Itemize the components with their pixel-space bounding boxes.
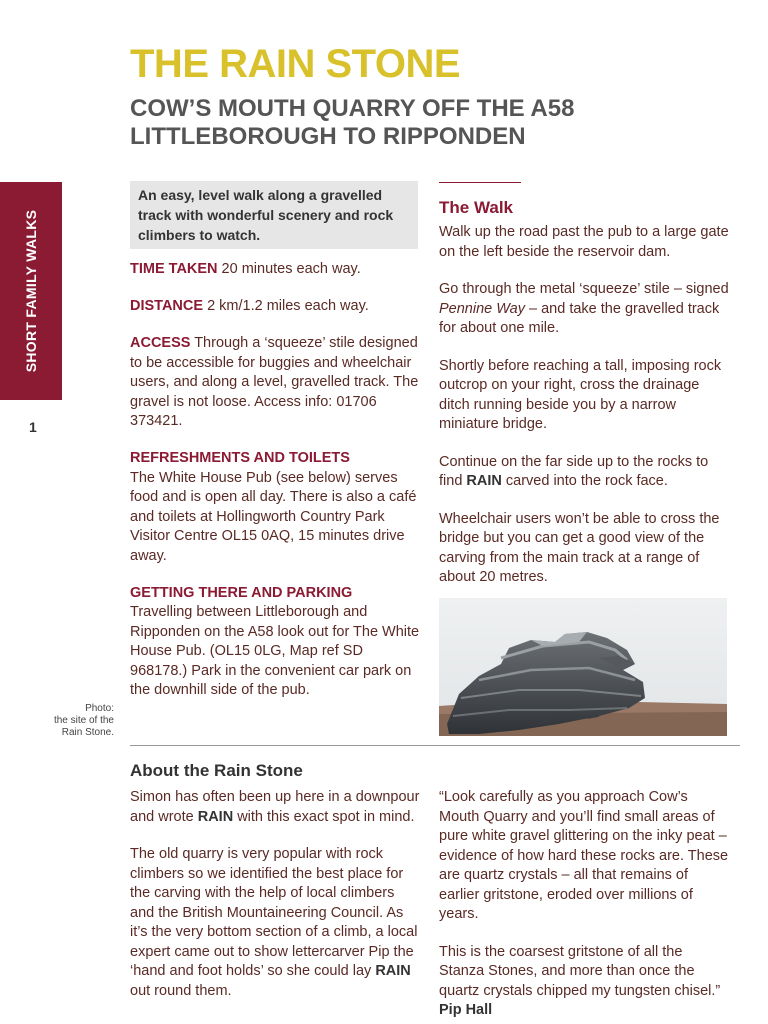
walk-directions-column — [439, 197, 729, 606]
side-tab-label: SHORT FAMILY WALKS — [23, 209, 39, 373]
photo-caption — [54, 703, 114, 739]
about-text: with this exact spot in mind. — [233, 808, 415, 825]
parking-value: Travelling between Littleborough and Ripponden on the A58 look out for The White House Pub. (OL15 0LG, Map ref SD 968178.) Park in the convenient car park on the downhill side of the pub. — [130, 604, 420, 698]
page-number: 1 — [29, 419, 37, 435]
photo-caption-line: Photo: — [85, 703, 114, 714]
parking-label: GETTING THERE AND PARKING — [130, 584, 353, 601]
about-right-column — [439, 788, 729, 1024]
walk-heading-rule — [439, 182, 521, 183]
section-divider — [130, 745, 740, 746]
refreshments-label: REFRESHMENTS AND TOILETS — [130, 450, 350, 466]
walk-text: Continue on the far side up to the rocks to find — [439, 453, 709, 489]
walk-paragraph: Walk up the road past the pub to a large gate on the left beside the reservoir dam. — [439, 224, 729, 260]
quote-paragraph — [439, 943, 729, 1021]
quote-paragraph: “Look carefully as you approach Cow’s Mouth Quarry and you’ll find small areas of pure white gravel glittering on the inky peat – evidence of how hard these rocks are. These are quartz crystals – all that remains of earlier gritstone, eroded over millions of years. — [439, 789, 729, 922]
walk-paragraph — [439, 453, 729, 492]
intro-summary: An easy, level walk along a gravelled track with wonderful scenery and rock climbers to watch. — [130, 181, 418, 249]
walk-paragraph: Shortly before reaching a tall, imposing rock outcrop on your right, cross the drainage ditch running beside you by a narrow miniature bridge. — [439, 357, 722, 432]
refreshments — [130, 449, 420, 566]
about-text: The old quarry is very popular with rock climbers so we identified the best place for the carving with the help of local climbers and the British Mountaineering Council. As it’s the very bottom section of a climb, a local expert came out to show lettercarver Pip the ‘hand and foot holds’ so she could lay — [130, 846, 418, 979]
walk-text-italic: Pennine Way — [439, 300, 525, 317]
photo-caption-line: the site of the — [53, 715, 114, 726]
walk-text: Go through the metal ‘squeeze’ stile – signed — [439, 281, 729, 297]
photo-caption-line: Rain Stone. — [61, 727, 114, 738]
parking — [130, 584, 420, 701]
distance — [130, 297, 420, 317]
walk-text: carved into the rock face. — [501, 473, 668, 489]
about-paragraph — [130, 845, 420, 1001]
walk-paragraph: Wheelchair users won’t be able to cross the bridge but you can get a good view of the carving from the main track at a range of about 20 metres. — [439, 510, 720, 585]
walk-paragraph — [439, 280, 729, 339]
quote-author: Pip Hall — [439, 1002, 493, 1018]
access-value: Through a ‘squeeze’ stile designed to be accessible for buggies and wheelchair users, and along a level, gravelled track. The gravel is not loose. Access info: 01706 373421. — [130, 335, 419, 429]
rain-stone-photo — [439, 598, 727, 736]
about-heading: About the Rain Stone — [130, 761, 303, 780]
page-title: THE RAIN STONE — [130, 42, 461, 86]
about-text-bold: RAIN — [375, 963, 411, 979]
refreshments-value: The White House Pub (see below) serves food and is open all day. There is also a café and toilets at Hollingworth Country Park Visitor Centre OL15 0AQ, 15 minutes drive away. — [130, 469, 417, 564]
rock-outcrop-illustration — [439, 598, 727, 736]
walk-heading: The Walk — [439, 198, 513, 217]
access — [130, 334, 420, 432]
about-text: Simon has often been up here in a downpour and wrote — [130, 789, 420, 825]
time-taken — [130, 260, 420, 280]
about-paragraph — [130, 788, 420, 827]
section-side-tab — [0, 182, 62, 400]
distance-label: DISTANCE — [130, 298, 204, 314]
about-text: out round them. — [130, 982, 232, 999]
walk-text-bold: RAIN — [466, 473, 502, 489]
quote-text: This is the coarsest gritstone of all the Stanza Stones, and more than once the quartz crystals chipped my tungsten chisel.” — [439, 943, 721, 999]
access-label: ACCESS — [130, 335, 191, 351]
page-subtitle: COW’S MOUTH QUARRY OFF THE A58 LITTLEBOROUGH TO RIPPONDEN — [130, 95, 575, 150]
time-taken-label: TIME TAKEN — [130, 261, 218, 277]
walk-info-column — [130, 260, 420, 718]
time-taken-value: 20 minutes each way. — [217, 261, 361, 277]
walk-text: – and take the gravelled track for about one mile. — [439, 300, 720, 336]
about-text-bold: RAIN — [197, 808, 234, 825]
distance-value: 2 km/1.2 miles each way. — [203, 298, 369, 314]
about-left-column — [130, 788, 420, 1019]
